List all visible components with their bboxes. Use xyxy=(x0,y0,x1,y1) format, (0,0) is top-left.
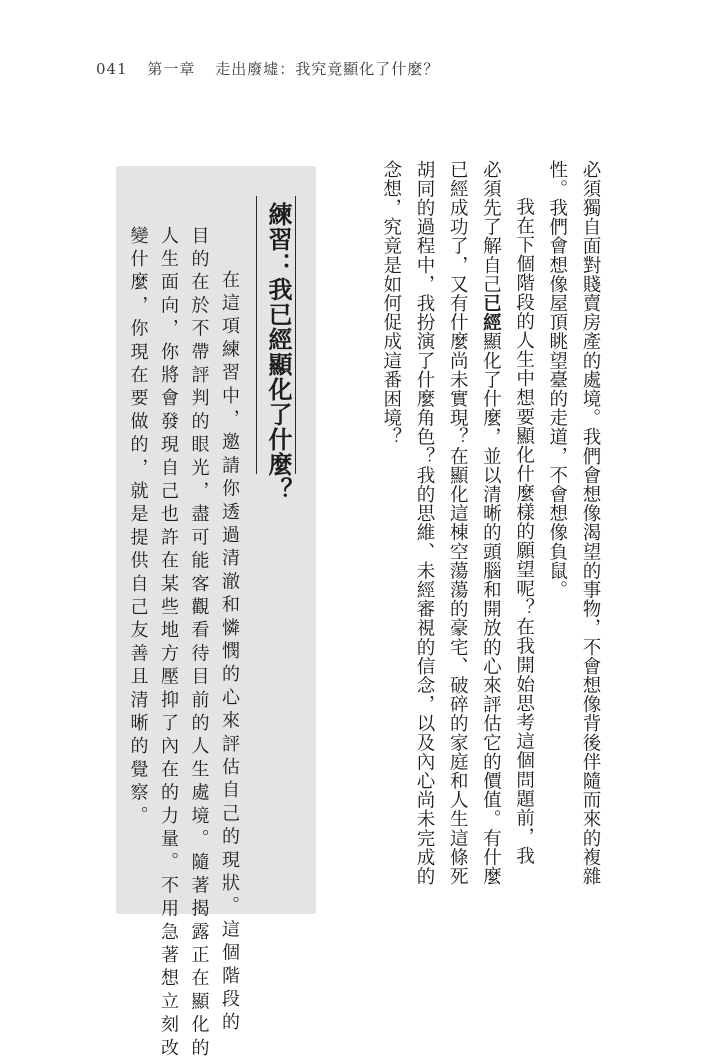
chapter-label: 第一章 xyxy=(147,60,196,78)
main-text-line: 我在下個階段的人生中想要顯化什麼樣的願望呢？在我開始思考這個問題前，我 xyxy=(513,197,535,866)
exercise-body xyxy=(124,226,244,1061)
main-text-line xyxy=(474,160,507,920)
exercise-title-box xyxy=(256,196,296,502)
page-number: 041 xyxy=(96,60,128,78)
exercise-line: 在這項練習中，邀請你透過清澈和憐憫的心來評估自己的現狀。這個階段的 xyxy=(219,270,240,1036)
main-text-block xyxy=(377,160,607,920)
main-text-line: 胡同的過程中，我扮演了什麼角色？我的思維、未經審視的信念，以及內心尚未完成的 xyxy=(413,160,435,886)
main-text-segment: 必須先了解自己 xyxy=(480,160,502,294)
main-text-segment: 顯化了什麼，並以清晰的頭腦和開放的心來評估它的價值。有什麼 xyxy=(480,331,502,886)
running-header xyxy=(96,58,439,79)
main-text-line: 已經成功了，又有什麼尚未實現？在顯化這棟空蕩蕩的豪宅、破碎的家庭和人生這條死 xyxy=(447,160,469,886)
main-text-line: 性。我們會想像屋頂眺望臺的走道，不會想像負鼠。 xyxy=(546,160,568,600)
exercise-title: 練習：我已經顯化了什麼？ xyxy=(264,202,292,502)
chapter-title: 走出廢墟：我究竟顯化了什麼？ xyxy=(215,60,440,78)
exercise-line: 人生面向，你將會發現自己也許在某些地方壓抑了內在的力量。不用急著想立刻改 xyxy=(158,226,179,1061)
exercise-line: 變什麼，你現在要做的，就是提供自己友善且清晰的覺察。 xyxy=(127,226,149,830)
exercise-line: 目的在於不帶評判的眼光，盡可能客觀看待目前的人生處境。隨著揭露正在顯化的 xyxy=(188,226,210,1061)
emphasis-text: 已經 xyxy=(480,293,502,332)
main-text-line: 必須獨自面對賤賣房產的處境。我們會想像渴望的事物，不會想像背後伴隨而來的複雜 xyxy=(580,160,601,886)
main-text-line: 念想，究竟是如何促成這番困境？ xyxy=(380,160,402,447)
